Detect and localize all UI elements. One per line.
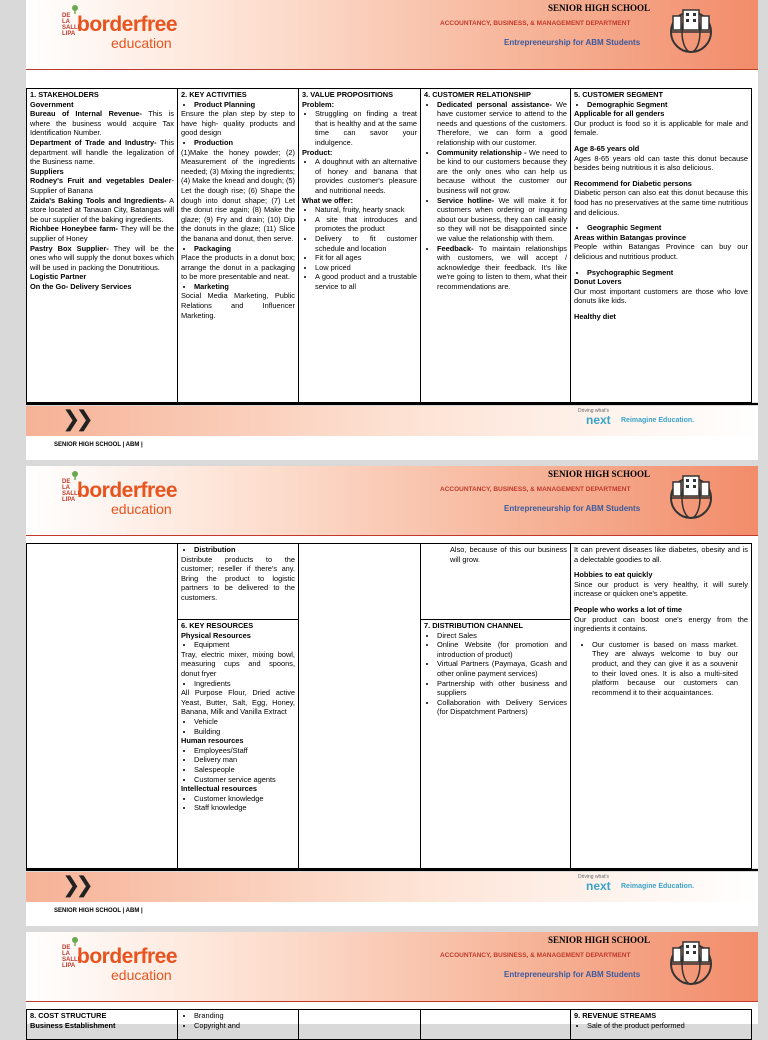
bullet-list: [424, 631, 567, 717]
paragraph: Ensure the plan step by step to have high- quality products and good design: [181, 109, 295, 138]
logo-main-text: borderfree: [77, 945, 178, 968]
school-title: SENIOR HIGH SCHOOL: [548, 469, 651, 479]
paragraph: It can prevent diseases like diabetes, obesity and is a delectable goodies to all.: [574, 545, 748, 564]
text: This is where the business would acquire Tax Identification Number.: [30, 109, 174, 138]
paragraph: Since our product is very healthy, it will surely increase or quicken one's appetite.: [574, 579, 748, 599]
bullet-list: [181, 794, 295, 813]
list-item: • Ingredients: [194, 679, 295, 689]
paragraph: Our product can boost one's energy from the ingredients it contains.: [574, 614, 748, 634]
bullet-heading: Production: [194, 137, 234, 147]
globe-building-icon: [665, 936, 717, 988]
logo-sub-text: education: [111, 35, 172, 51]
paragraph: Our product is food so it is applicable for male and female.: [574, 118, 748, 138]
bullet-list: [574, 640, 748, 698]
list-item: • Natural, fruity, hearty snack: [315, 205, 417, 215]
tagline-small: Driving what's: [578, 408, 609, 414]
bullet-heading: Service hotline-: [437, 195, 495, 205]
heading: On the Go- Delivery Services: [30, 281, 132, 291]
bullet-heading: Psychographic Segment: [587, 267, 674, 277]
bullet-heading: Demographic Segment: [587, 99, 668, 109]
next-logo: next: [586, 413, 611, 427]
page-header: [26, 466, 758, 536]
list-item: • Fit for all ages: [315, 253, 417, 263]
logo-main-text: borderfree: [77, 13, 178, 36]
bullet-list: [574, 1021, 748, 1031]
subject-title: Entrepreneurship for ABM Students: [504, 504, 641, 513]
list-item: • Branding: [194, 1011, 295, 1021]
stakeholders-cell: [27, 89, 178, 403]
customer-segment-cell: [571, 89, 752, 403]
school-title: SENIOR HIGH SCHOOL: [548, 3, 651, 13]
page-3: [26, 932, 758, 1030]
list-item: • Struggling on finding a treat that is healthy and at the same time can savor your indulgence.: [315, 109, 417, 147]
paragraph: [30, 224, 174, 243]
bullet-list: [181, 545, 295, 555]
text: This department will handle the legalization of the Business name.: [30, 137, 174, 167]
value-propositions-cont-cell: [299, 544, 421, 869]
list-item: • Vehicle: [194, 717, 295, 727]
paragraph: Ages 8-65 years old can taste this donut because besides being nutritious it is also delicious.: [574, 153, 748, 173]
heading: Human resources: [181, 736, 244, 746]
double-chevron-icon: ❯❯: [62, 873, 89, 898]
label: Rodney's Fruit and vegetables Dealer: [30, 176, 172, 186]
list-item: • A site that introduces and promotes the product: [315, 215, 417, 234]
text: They will be the supplier of Honey: [30, 224, 174, 243]
page-1: [26, 0, 758, 402]
section-title: 9. REVENUE STREAMS: [574, 1011, 657, 1020]
list-item: • Delivery to fit customer schedule and location: [315, 234, 417, 253]
bullet-list: [181, 679, 295, 689]
heading: Business Establishment: [30, 1020, 116, 1030]
label: Pastry Box Supplier-: [30, 243, 109, 253]
label: Richbee Honeybee farm-: [30, 224, 119, 234]
distribution-channel-cell: [421, 620, 571, 869]
list-item: [437, 196, 567, 244]
heading: Intellectual resources: [181, 784, 257, 794]
heading: What we offer:: [302, 195, 353, 205]
footer-divider: [26, 403, 758, 405]
text: We need to be kind to our customers because they are the only ones who can help us because without the customer our business will not grow.: [437, 147, 567, 195]
list-item: [437, 148, 567, 196]
paragraph: (1)Make the honey powder; (2) Measurement of the ingredients needed; (3) Mixing the ingredients; (4) Make the knead and dough; (5) Let the dough rise; (6) Shape the dough into donut shape; (7) Let the donut rise again; (8) Make the glaze; (9) Fry and drain; (10) Dip the donuts in the glaze; (11) Slice the banana and donut, then serve.: [181, 147, 295, 243]
department-title: ACCOUNTANCY, BUSINESS, & MANAGEMENT DEPARTMENT: [440, 20, 631, 27]
paragraph: People within Batangas Province can buy our delicious and nutritious product.: [574, 242, 748, 261]
section-title: 3. VALUE PROPOSITIONS: [302, 90, 394, 99]
logo-sub-text: education: [111, 967, 172, 983]
paragraph: [30, 244, 174, 273]
bullet-list: [424, 100, 567, 292]
footer-divider: [26, 869, 758, 871]
school-title: SENIOR HIGH SCHOOL: [548, 935, 651, 945]
department-title: ACCOUNTANCY, BUSINESS, & MANAGEMENT DEPARTMENT: [440, 486, 631, 493]
customer-relationship-cell: [421, 89, 571, 403]
key-activities-cont-cell: [178, 544, 299, 620]
section-title: 1. STAKEHOLDERS: [30, 90, 99, 99]
list-item: • Collaboration with Delivery Services (for Dispatchment Partners): [437, 698, 567, 717]
bullet-list: [181, 717, 295, 736]
key-activities-cell: [178, 89, 299, 403]
heading: Suppliers: [30, 166, 64, 176]
cost-structure-cont-cell: [178, 1010, 299, 1040]
bullet-heading: Packaging: [194, 243, 231, 253]
text: To maintain relationships with customers, we will accept / acknowledge their feedback. It's like we're going to listen to them, what their recommendations are.: [437, 243, 567, 291]
list-item: • Customer knowledge: [194, 794, 295, 804]
paragraph: Distribute products to the customer; reseller if there's any. Bring the product to logistic partners to be delivered to the customers.: [181, 554, 295, 602]
list-item: [437, 244, 567, 292]
subject-title: Entrepreneurship for ABM Students: [504, 970, 641, 979]
bullet-list: [181, 640, 295, 650]
bullet-heading: Community relationship -: [437, 147, 527, 157]
business-model-grid-3: [26, 1009, 752, 1040]
heading: Applicable for all genders: [574, 109, 665, 119]
globe-building-icon: [665, 470, 717, 522]
logo-sub-text: education: [111, 501, 172, 517]
bullet-heading: Distribution: [194, 545, 236, 554]
bullet-list: [181, 244, 295, 254]
text: A store located at Tanauan City, Batangas will be our supplier of the baking ingredients.: [30, 195, 175, 224]
bullet-list: [181, 746, 295, 784]
subject-title: Entrepreneurship for ABM Students: [504, 38, 641, 47]
bullet-heading: Dedicated personal assistance-: [437, 99, 552, 109]
empty-cell: [421, 1010, 571, 1040]
label: Department of Trade and Industry-: [30, 137, 157, 147]
list-item: • Low priced: [315, 263, 417, 273]
paragraph: [30, 109, 174, 138]
logo-small-text: DE LA SALLE LIPA: [62, 13, 82, 37]
heading: Donut Lovers: [574, 277, 622, 287]
heading: Product:: [302, 147, 333, 157]
globe-building-icon: [665, 4, 717, 56]
page-header: [26, 932, 758, 1002]
section-title: 2. KEY ACTIVITIES: [181, 90, 247, 99]
list-item: • Copyright and: [194, 1021, 295, 1031]
list-item: • A good product and a trustable service to all: [315, 272, 417, 291]
tagline-text: Reimagine Education.: [621, 883, 695, 890]
bullet-list: [302, 109, 417, 147]
customer-relationship-cont-cell: [421, 544, 571, 620]
empty-cell: [299, 1010, 421, 1040]
logo-main-text: borderfree: [77, 479, 178, 502]
list-item: • Salespeople: [194, 765, 295, 775]
list-item: • Sale of the product performed: [587, 1021, 748, 1031]
heading: Age 8-65 years old: [574, 143, 640, 153]
heading: Government: [30, 99, 74, 109]
list-item: • Building: [194, 727, 295, 737]
list-item: [437, 100, 567, 148]
bullet-heading: Geographic Segment: [587, 223, 662, 233]
section-title: 8. COST STRUCTURE: [30, 1011, 107, 1020]
paragraph: Also, because of this our business will grow.: [450, 545, 567, 564]
heading: Hobbies to eat quickly: [574, 570, 653, 580]
bullet-list: [181, 1011, 295, 1030]
bullet-list: [302, 157, 417, 195]
paragraph: [30, 138, 174, 167]
department-title: ACCOUNTANCY, BUSINESS, & MANAGEMENT DEPARTMENT: [440, 952, 631, 959]
heading: Problem:: [302, 99, 335, 109]
paragraph: [30, 196, 174, 225]
paragraph: Place the products in a donut box; arrange the donut in a packaging to be more presentable and neat.: [181, 253, 295, 282]
text: We will make it for customers when ordering or inquiring about our business, they can call easily so they will not be disappointed since we value the relationship with them.: [437, 195, 567, 243]
page-label: SENIOR HIGH SCHOOL | ABM |: [54, 908, 143, 914]
paragraph: [30, 176, 174, 195]
revenue-streams-cell: [571, 1010, 752, 1040]
list-item: • A doughnut with an alternative of honey and banana that provides customer's pleasure and nutritional needs.: [315, 157, 417, 195]
bullet-list: [574, 223, 748, 233]
stakeholders-cont-cell: [27, 544, 178, 869]
paragraph: Diabetic person can also eat this donut because this food has no preservatives at the same time nutritious and delicious.: [574, 188, 748, 217]
list-item: • Online Website (for promotion and introduction of product): [437, 640, 567, 659]
key-resources-cell: [178, 620, 299, 869]
text: - Supplier of Banana: [30, 176, 174, 195]
text: They will be the ones who will supply the donut boxes which will be used in packing the Donutritious.: [30, 243, 174, 272]
page-header: [26, 0, 758, 70]
business-model-grid-1: [26, 88, 752, 403]
paragraph: Our most important customers are those who love donuts like kids.: [574, 286, 748, 306]
heading: Healthy diet: [574, 311, 616, 321]
next-logo: next: [586, 879, 611, 893]
paragraph: Social Media Marketing, Public Relations and Influencer Marketing.: [181, 291, 295, 320]
label: Bureau of Internal Revenue-: [30, 109, 142, 119]
page-2: [26, 466, 758, 868]
list-item: • Staff knowledge: [194, 803, 295, 813]
tagline-small: Driving what's: [578, 874, 609, 880]
cost-structure-cell: [27, 1010, 178, 1040]
business-model-grid-2: [26, 543, 752, 869]
heading: Logistic Partner: [30, 272, 87, 282]
logo-small-text: DE LA SALLE LIPA: [62, 945, 82, 969]
section-title: 5. CUSTOMER SEGMENT: [574, 90, 663, 99]
text: We have customer service to attend to the needs and questions of the customers. Therefore, we can form a good relationship with our customer.: [437, 99, 567, 147]
value-propositions-cell: [299, 89, 421, 403]
section-title: 6. KEY RESOURCES: [181, 621, 254, 630]
bullet-heading: Product Planning: [194, 99, 256, 109]
bullet-heading: Feedback-: [437, 243, 474, 253]
tagline-text: Reimagine Education.: [621, 417, 695, 424]
bullet-list: [574, 268, 748, 278]
page-2-footer: [26, 872, 758, 926]
label: Zaida's Baking Tools and Ingredients-: [30, 195, 167, 205]
double-chevron-icon: ❯❯: [62, 407, 89, 432]
paragraph: All Purpose Flour, Dried active Yeast, Butter, Salt, Egg, Honey, Banana, Milk and Vanilla Extract: [181, 688, 295, 717]
section-title: 4. CUSTOMER RELATIONSHIP: [424, 90, 531, 99]
heading: Areas within Batangas province: [574, 232, 687, 242]
bullet-list: [181, 100, 295, 110]
bullet-heading: Marketing: [194, 281, 229, 291]
section-title: 7. DISTRIBUTION CHANNEL: [424, 621, 523, 630]
list-item: • Virtual Partners (Paymaya, Gcash and other online payment services): [437, 659, 567, 678]
logo-small-text: DE LA SALLE LIPA: [62, 479, 82, 503]
list-item: • Partnership with other business and suppliers: [437, 679, 567, 698]
heading: Physical Resources: [181, 630, 251, 640]
heading: Recommend for Diabetic persons: [574, 178, 692, 188]
page-label: SENIOR HIGH SCHOOL | ABM |: [54, 442, 143, 448]
bullet-list: [181, 282, 295, 292]
paragraph: Tray, electric mixer, mixing bowl, measuring cups and spoons, donut fryer: [181, 649, 295, 678]
list-item: • Our customer is based on mass market. They are always welcome to buy our product, and they can give it as a souvenir to their loved ones. It is also a multi-sited platform because our customers can recommend it to their acquaintances.: [592, 640, 738, 698]
list-item: • Direct Sales: [437, 631, 567, 641]
list-item: • Equipment: [194, 640, 295, 650]
list-item: • Customer service agents: [194, 775, 295, 785]
list-item: • Delivery man: [194, 755, 295, 765]
page-1-footer: [26, 406, 758, 460]
customer-segment-cont-cell: [571, 544, 752, 869]
list-item: • Employees/Staff: [194, 746, 295, 756]
heading: People who works a lot of time: [574, 604, 683, 614]
bullet-list: [574, 100, 748, 110]
bullet-list: [181, 138, 295, 148]
bullet-list: [302, 205, 417, 291]
